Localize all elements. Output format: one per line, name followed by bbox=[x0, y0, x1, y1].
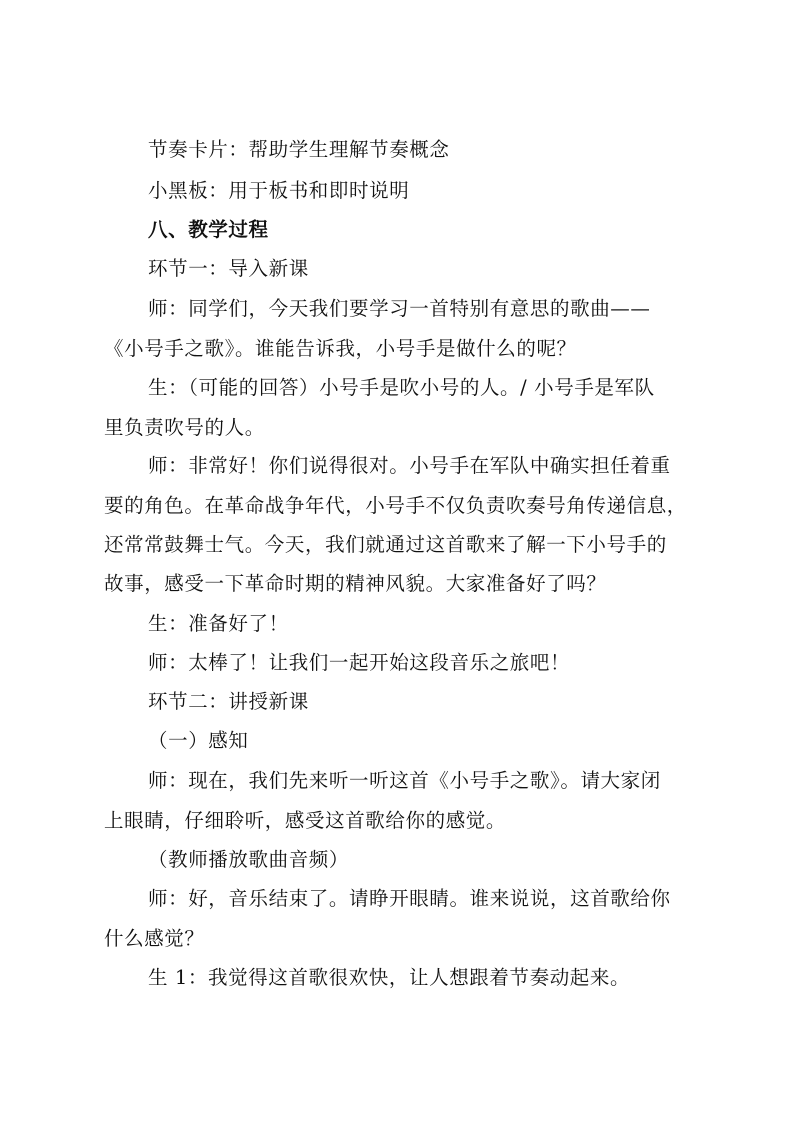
subsection-heading: 环节二：讲授新课 bbox=[148, 690, 309, 713]
text-line: 师：好，音乐结束了。请睁开眼睛。谁来说说，这首歌给你 bbox=[148, 887, 671, 910]
text-line: 小黑板：用于板书和即时说明 bbox=[148, 179, 410, 202]
text-line: 生 1：我觉得这首歌很欢快，让人想跟着节奏动起来。 bbox=[148, 966, 631, 989]
text-line: 师：非常好！你们说得很对。小号手在军队中确实担任着重 bbox=[148, 454, 671, 477]
section-heading: 八、教学过程 bbox=[148, 218, 269, 241]
text-line: 师：同学们，今天我们要学习一首特别有意思的歌曲—— bbox=[148, 297, 651, 320]
text-line: 还常常鼓舞士气。今天，我们就通过这首歌来了解一下小号手的 bbox=[104, 533, 667, 556]
text-line: 生：（可能的回答）小号手是吹小号的人。/ 小号手是军队 bbox=[148, 376, 655, 399]
text-line: 师：太棒了！让我们一起开始这段音乐之旅吧！ bbox=[148, 651, 571, 674]
text-line: 要的角色。在革命战争年代，小号手不仅负责吹奏号角传递信息， bbox=[104, 494, 687, 517]
text-line: 生：准备好了！ bbox=[148, 612, 289, 635]
subsection-heading: （一）感知 bbox=[148, 729, 249, 752]
text-line: 故事，感受一下革命时期的精神风貌。大家准备好了吗？ bbox=[104, 572, 607, 595]
text-line: 里负责吹号的人。 bbox=[104, 416, 265, 439]
text-line: 什么感觉？ bbox=[104, 927, 205, 950]
text-line: 节奏卡片：帮助学生理解节奏概念 bbox=[148, 138, 450, 161]
text-line: （教师播放歌曲音频） bbox=[148, 848, 350, 871]
text-line: 师：现在，我们先来听一听这首《小号手之歌》。请大家闭 bbox=[148, 769, 661, 792]
subsection-heading: 环节一：导入新课 bbox=[148, 257, 309, 280]
text-line: 上眼睛，仔细聆听，感受这首歌给你的感觉。 bbox=[104, 809, 507, 832]
text-line: 《小号手之歌》。谁能告诉我，小号手是做什么的呢？ bbox=[104, 337, 577, 360]
